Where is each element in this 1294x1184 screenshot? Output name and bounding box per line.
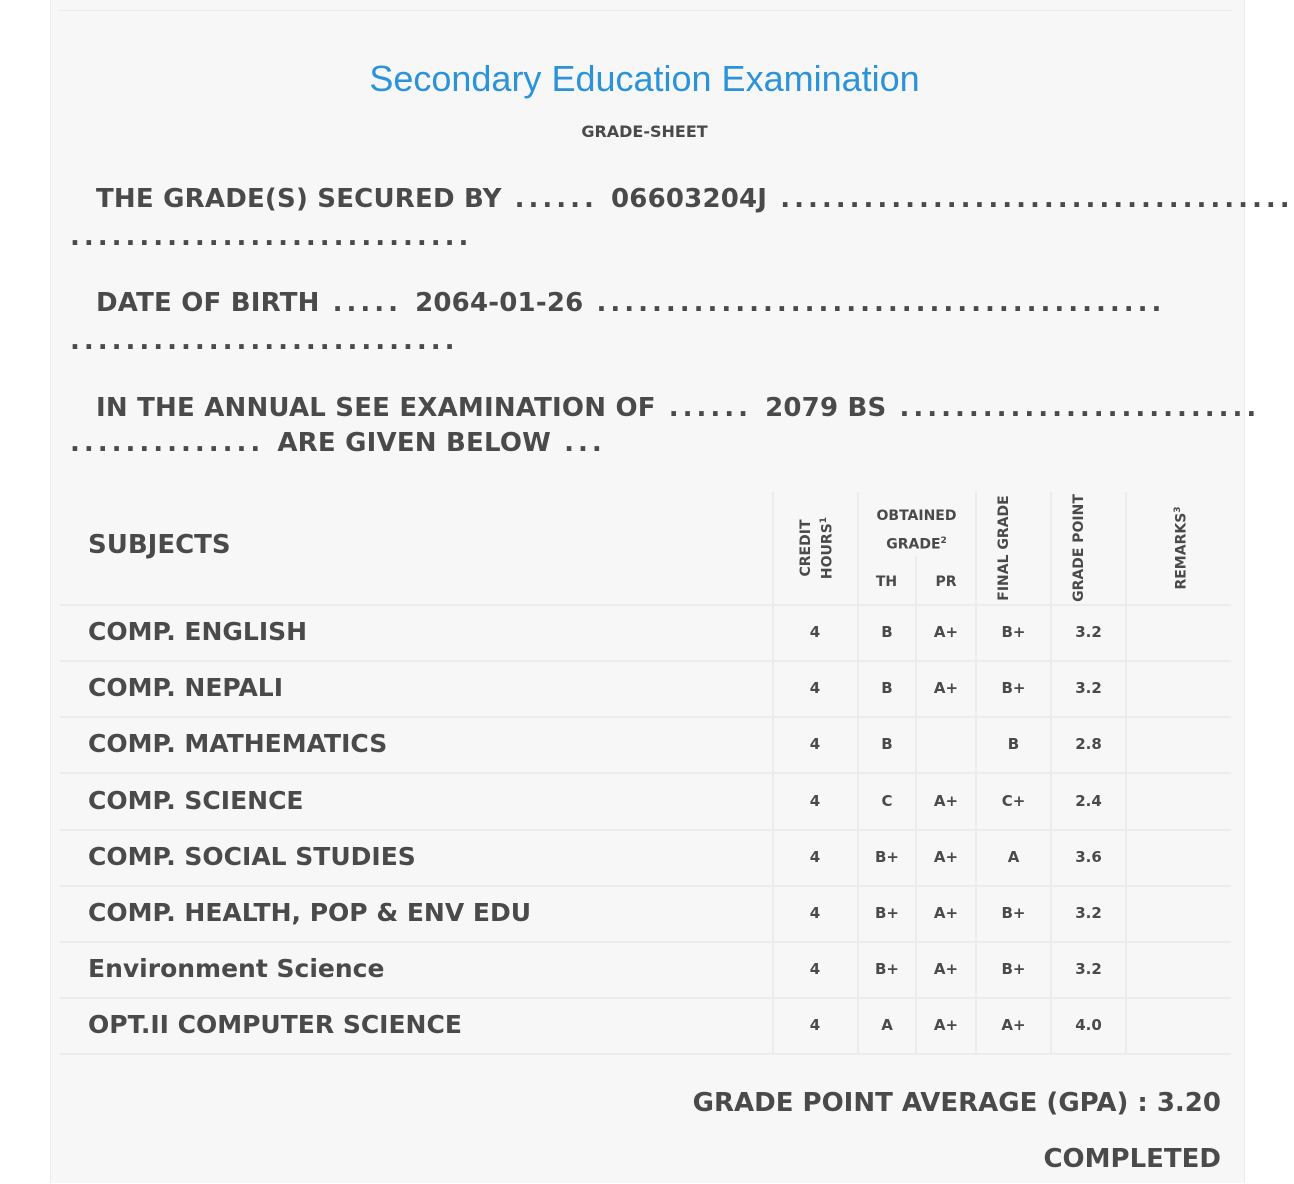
grade-point-cell: 3.2: [1075, 679, 1102, 698]
th-grade-cell: B+: [874, 847, 899, 866]
pr-grade-cell: A+: [933, 1016, 959, 1035]
th-grade-cell: C: [881, 791, 893, 810]
table-row: [60, 773, 1231, 831]
symbol-number: 06603204J: [610, 184, 768, 214]
obtained-grade-header: OBTAINED GRADE$^2$: [876, 508, 957, 553]
secured-by-label: THE GRADE(S) SECURED BY: [96, 184, 502, 214]
credit-hours-cell: 4: [809, 679, 821, 698]
grade-point-cell: 2.4: [1075, 791, 1102, 810]
table-row: [60, 885, 1231, 943]
final-grade-cell: C+: [1001, 791, 1026, 810]
table-row: [60, 604, 1231, 662]
final-grade-cell: B: [1007, 735, 1020, 754]
grade-point-header: GRADE POINT: [1071, 494, 1087, 602]
credit-hours-cell: 4: [809, 904, 821, 922]
final-grade-cell: B+: [1001, 623, 1026, 641]
table-row: [60, 660, 1231, 718]
credit-hours-cell: 4: [809, 623, 821, 641]
pr-grade-cell: A+: [933, 904, 959, 922]
date-of-birth: 2064-01-26: [415, 288, 584, 318]
exam-label: IN THE ANNUAL SEE EXAMINATION OF: [96, 393, 656, 423]
table-row: [60, 941, 1231, 999]
result-status: COMPLETED: [1043, 1144, 1221, 1174]
dob-label: DATE OF BIRTH: [96, 288, 320, 318]
pr-grade-cell: [917, 716, 975, 772]
credit-hours-cell: 4: [809, 960, 821, 979]
th-grade-cell: B+: [874, 960, 899, 979]
credit-hours-cell: 4: [809, 1016, 821, 1035]
subject-name: COMP. NEPALI: [88, 673, 284, 703]
gpa-label: GRADE POINT AVERAGE (GPA) :: [692, 1088, 1148, 1118]
pr-grade-cell: A+: [933, 847, 959, 866]
subject-name: Environment Science: [88, 954, 385, 984]
secured-by-line: THE GRADE(S) SECURED BY ...... 06603204J .....................................: [96, 184, 1294, 214]
grade-point-cell: 3.6: [1075, 847, 1102, 866]
remarks-cell: [1127, 829, 1231, 885]
grade-point-cell: 3.2: [1075, 904, 1102, 922]
pr-grade-cell: A+: [933, 960, 959, 979]
remarks-cell: [1127, 604, 1231, 660]
table-row: [60, 829, 1231, 887]
gpa-value: 3.20: [1156, 1088, 1221, 1118]
dob-line: DATE OF BIRTH ..... 2064-01-26 .........................................: [96, 288, 1166, 318]
table-header: [60, 492, 1231, 606]
grade-point-cell: 4.0: [1075, 1016, 1102, 1035]
subject-name: OPT.II COMPUTER SCIENCE: [88, 1010, 462, 1040]
pr-header: PR: [935, 574, 957, 590]
credit-hours-header: CREDIT HOURS$^1$: [798, 516, 836, 580]
given-below-label: ARE GIVEN BELOW: [277, 428, 552, 458]
final-grade-cell: B+: [1001, 679, 1026, 698]
pr-grade-cell: A+: [933, 679, 959, 698]
subjects-header: SUBJECTS: [88, 530, 231, 560]
grades-table: [60, 492, 1231, 1054]
table-row: [60, 997, 1231, 1055]
final-grade-cell: B+: [1001, 904, 1026, 922]
dotted-line: ............................: [70, 326, 459, 356]
remarks-cell: [1127, 773, 1231, 829]
pr-grade-cell: A+: [933, 623, 959, 641]
dotted-line: .............................: [70, 222, 473, 252]
final-grade-cell: A+: [1001, 1016, 1026, 1035]
pr-grade-cell: A+: [933, 791, 959, 810]
th-grade-cell: A: [881, 1016, 893, 1035]
grade-point-cell: 2.8: [1075, 735, 1102, 754]
subject-name: COMP. ENGLISH: [88, 617, 308, 646]
remarks-cell: [1127, 716, 1231, 772]
final-grade-header: FINAL GRADE: [996, 495, 1012, 601]
credit-hours-cell: 4: [809, 791, 821, 810]
th-header: TH: [875, 574, 898, 590]
remarks-cell: [1127, 660, 1231, 716]
page-title: Secondary Education Examination: [369, 58, 920, 99]
subject-name: COMP. SCIENCE: [88, 785, 304, 815]
page-subtitle: GRADE-SHEET: [581, 122, 708, 141]
remarks-header: REMARKS$^3$: [1173, 506, 1190, 590]
remarks-cell: [1127, 885, 1231, 941]
final-grade-cell: B+: [1001, 960, 1026, 979]
given-below-line: .............. ARE GIVEN BELOW ...: [70, 428, 606, 458]
remarks-cell: [1127, 941, 1231, 997]
th-grade-cell: B+: [874, 904, 899, 922]
credit-hours-cell: 4: [809, 735, 821, 754]
exam-line: IN THE ANNUAL SEE EXAMINATION OF ...... 2079 BS ..........................: [96, 393, 1261, 423]
final-grade-cell: A: [1007, 847, 1020, 866]
grade-point-cell: 3.2: [1075, 623, 1102, 641]
table-row: [60, 716, 1231, 774]
gpa-line: [693, 1088, 1221, 1118]
subject-name: COMP. SOCIAL STUDIES: [88, 841, 416, 871]
credit-hours-cell: 4: [809, 847, 821, 866]
grade-point-cell: 3.2: [1075, 960, 1102, 979]
th-grade-cell: B: [881, 735, 893, 754]
subject-name: COMP. MATHEMATICS: [88, 729, 388, 759]
exam-year: 2079 BS: [765, 393, 887, 423]
th-grade-cell: B: [881, 679, 893, 698]
subject-name: COMP. HEALTH, POP & ENV EDU: [88, 898, 532, 927]
remarks-cell: [1127, 997, 1231, 1053]
th-grade-cell: B: [881, 623, 893, 641]
